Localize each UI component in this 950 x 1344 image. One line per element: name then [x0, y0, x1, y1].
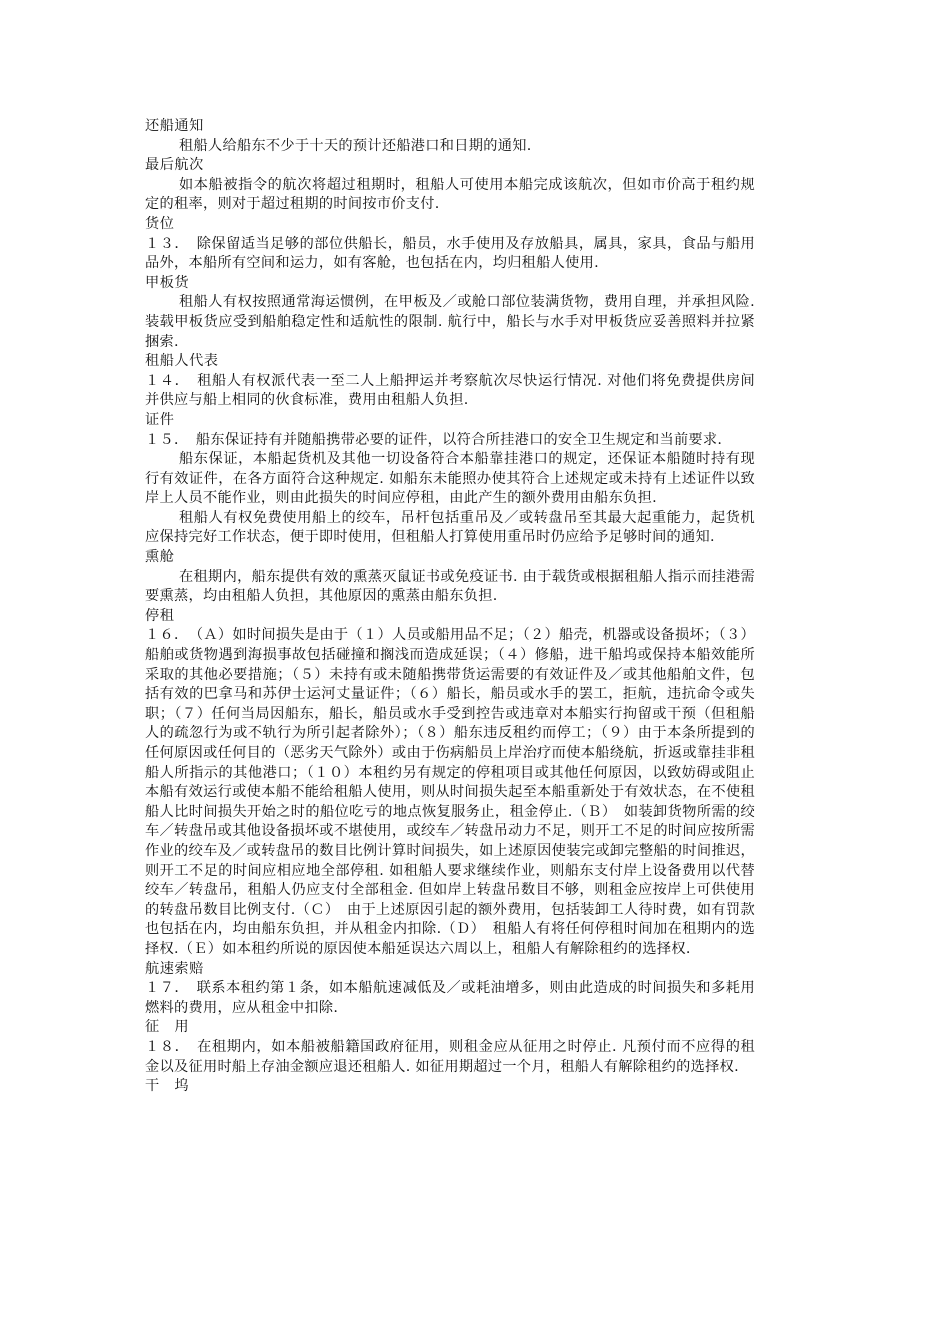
- section-heading: 干 坞: [145, 1078, 190, 1095]
- section-heading: 征 用: [145, 1019, 190, 1036]
- section-heading: 航速索赔: [145, 960, 204, 977]
- section-paragraph: １４． 租船人有权派代表一至二人上船押运并考察航次尽快运行情况. 对他们将免费提供房间并供应与船上相同的伙食标准，费用由租船人负担.: [145, 372, 755, 409]
- document-page: [145, 117, 755, 1097]
- section-paragraph: 租船人给船东不少于十天的预计还船港口和日期的通知.: [179, 137, 532, 154]
- section-paragraph: １８． 在租期内，如本船被船籍国政府征用，则租金应从征用之时停止. 凡预付而不应得的租金以及征用时船上存油金额应退还租船人. 如征用期超过一个月，租船人有解除租约的选择权.: [145, 1038, 755, 1075]
- section-paragraph: 如本船被指令的航次将超过租期时，租船人可使用本船完成该航次，但如市价高于租约规定的租率，则对于超过租期的时间按市价支付.: [145, 176, 755, 213]
- section-paragraph: １３． 除保留适当足够的部位供船长，船员，水手使用及存放船具，属具，家具，食品与船用品外，本船所有空间和运力，如有客舱，也包括在内，均归租船人使用.: [145, 235, 755, 272]
- section-heading: 停租: [145, 607, 175, 624]
- section-paragraph: 在租期内，船东提供有效的熏蒸灭鼠证书或免疫证书. 由于载货或根据租船人指示而挂港需要熏蒸，均由租船人负担，其他原因的熏蒸由船东负担.: [145, 568, 755, 605]
- section-paragraph: １６． （Ａ）如时间损失是由于（１）人员或船用品不足；（２）船壳，机器或设备损坏；（３）船舶或货物遇到海损事故包括碰撞和搁浅而造成延误；（４）修船，进干船坞或保持本船效能所采取的其他必要措施；（５）未持有或未随船携带货运需要的有效证件及／或其他船舶文件，包括有效的巴拿马和苏伊士运河丈量证件；（６）船长，船员或水手的罢工，拒航，违抗命令或失职；（７）任何当局因船东，船长，船员或水手受到控告或违章对本船实行拘留或干预（但租船人的疏忽行为或不轨行为所引起者除外）；（８）船东违反租约而停工；（９）由于本条所提到的任何原因或任何目的（恶劣天气除外）或由于伤病船员上岸治疗而使本船绕航，折返或靠挂非租船人所指示的其他港口；（１０）本租约另有规定的停租项目或其他任何原因，以致妨碍或阻止本船有效运行或使本船不能给租船人使用，则从时间损失起至本船重新处于有效状态，在不使租船人比时间损失开始之时的船位吃亏的地点恢复服务止，租金停止.（Ｂ） 如装卸货物所需的绞车／转盘吊或其他设备损坏或不堪使用，或绞车／转盘吊动力不足，则开工不足的时间应按所需作业的绞车及／或转盘吊的数目比例计算时间损失，如上述原因使装完或卸完整船的时间推迟，则开工不足的时间应相应地全部停租. 如租船人要求继续作业，则船东支付岸上设备费用以代替绞车／转盘吊，租船人仍应支付全部租金. 但如岸上转盘吊数目不够，则租金应按岸上可供使用的转盘吊数目比例支付.（Ｃ） 由于上述原因引起的额外费用，包括装卸工人待时费，如有罚款也包括在内，均由船东负担，并从租金内扣除.（Ｄ） 租船人有将任何停租时间加在租期内的选择权.（Ｅ）如本租约所说的原因使本船延误达六周以上，租船人有解除租约的选择权.: [145, 627, 755, 957]
- section-heading: 甲板货: [145, 274, 190, 291]
- section-heading: 熏舱: [145, 549, 175, 566]
- section-heading: 货位: [145, 215, 175, 232]
- section-heading: 还船通知: [145, 118, 204, 134]
- section-heading: 租船人代表: [145, 353, 219, 370]
- section-paragraph: 租船人有权免费使用船上的绞车，吊杆包括重吊及／或转盘吊至其最大起重能力，起货机应保持完好工作状态，便于即时使用，但租船人打算使用重吊时仍应给予足够时间的通知.: [145, 509, 755, 546]
- section-paragraph: １７． 联系本租约第１条，如本船航速减低及／或耗油增多，则由此造成的时间损失和多耗用燃料的费用，应从租金中扣除.: [145, 980, 755, 1016]
- section-paragraph: １５． 船东保证持有并随船携带必要的证件，以符合所挂港口的安全卫生规定和当前要求.: [145, 431, 723, 448]
- section-heading: 证件: [145, 411, 175, 428]
- section-paragraph: 租船人有权按照通常海运惯例，在甲板及／或舱口部位装满货物，费用自理，并承担风险. 装载甲板货应受到船舶稳定性和适航性的限制. 航行中，船长与水手对甲板货应妥善照料并拉紧捆索.: [145, 294, 755, 350]
- section-heading: 最后航次: [145, 157, 204, 174]
- section-paragraph: 船东保证，本船起货机及其他一切设备符合本船靠挂港口的规定，还保证本船随时持有现行有效证件，在各方面符合这种规定. 如船东未能照办使其符合上述规定或未持有上述证件以致岸上人员不能作业，则由此损失的时间应停租，由此产生的额外费用由船东负担.: [145, 451, 755, 507]
